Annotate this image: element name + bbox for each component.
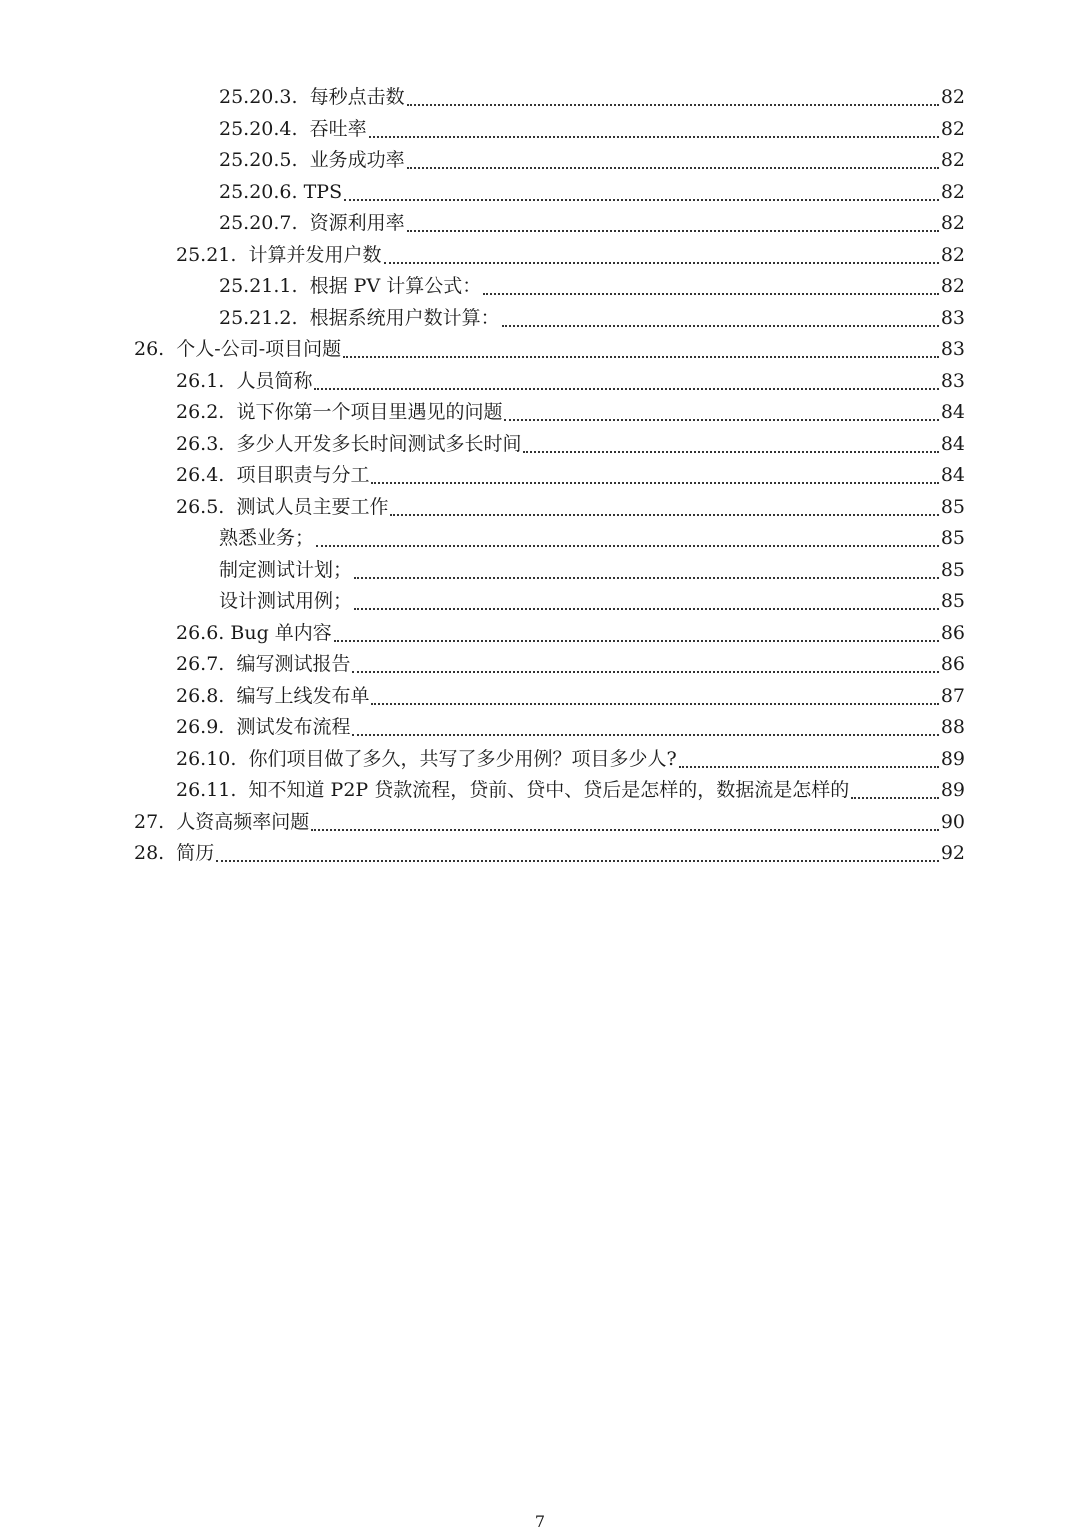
toc-entry-page: 84 bbox=[940, 432, 965, 455]
toc-dot-leader bbox=[216, 859, 939, 862]
toc-entry-title: 每秒点击数 bbox=[309, 86, 405, 108]
toc-entry[interactable] bbox=[0, 712, 1080, 744]
toc-entry-page: 83 bbox=[940, 369, 965, 392]
toc-dot-leader bbox=[344, 198, 939, 201]
toc-dot-leader bbox=[371, 481, 938, 484]
toc-entry-page: 83 bbox=[940, 306, 965, 329]
toc-entry[interactable] bbox=[0, 240, 1080, 272]
toc-entry-number: 27. bbox=[134, 810, 177, 833]
toc-entry-title: 多少人开发多长时间测试多长时间 bbox=[236, 432, 522, 455]
toc-entry-number: 26.1. bbox=[176, 369, 237, 392]
toc-dot-leader bbox=[407, 166, 939, 169]
toc-entry-title: 编写上线发布单 bbox=[236, 684, 370, 707]
toc-dot-leader bbox=[343, 355, 939, 358]
toc-dot-leader bbox=[407, 103, 939, 106]
toc-entry-title: 制定测试计划； bbox=[219, 558, 353, 581]
toc-dot-leader bbox=[311, 828, 939, 831]
toc-entry[interactable] bbox=[0, 523, 1080, 555]
toc-entry-title: 计算并发用户数 bbox=[248, 243, 382, 266]
toc-entry-page: 82 bbox=[940, 117, 965, 140]
toc-entry-title: 根据 PV 计算公式： bbox=[309, 275, 482, 297]
toc-entry[interactable] bbox=[0, 271, 1080, 303]
toc-entry[interactable] bbox=[0, 618, 1080, 650]
toc-entry[interactable] bbox=[0, 177, 1080, 209]
toc-entry[interactable] bbox=[0, 397, 1080, 429]
toc-entry-page: 82 bbox=[940, 180, 965, 203]
toc-entry-number: 25.20.5. bbox=[219, 149, 310, 171]
toc-entry[interactable] bbox=[0, 460, 1080, 492]
toc-dot-leader bbox=[504, 418, 938, 421]
toc-entry-page: 82 bbox=[940, 149, 965, 171]
toc-entry[interactable] bbox=[0, 429, 1080, 461]
toc-dot-leader bbox=[352, 670, 938, 673]
toc-entry[interactable] bbox=[0, 555, 1080, 587]
toc-entry-number: 26.4. bbox=[176, 464, 237, 486]
toc-entry-page: 84 bbox=[940, 401, 965, 423]
table-of-contents bbox=[0, 82, 1080, 870]
toc-entry-title: 简历 bbox=[176, 842, 215, 864]
toc-entry-title: 吞吐率 bbox=[309, 117, 367, 140]
toc-entry-number: 25.20.7. bbox=[219, 212, 310, 234]
toc-entry-number: 26.2. bbox=[176, 401, 237, 423]
toc-entry[interactable] bbox=[0, 366, 1080, 398]
toc-entry[interactable] bbox=[0, 744, 1080, 776]
toc-entry-number: 26.8. bbox=[176, 684, 237, 707]
toc-entry-title: 编写测试报告 bbox=[236, 653, 351, 675]
toc-entry[interactable] bbox=[0, 334, 1080, 366]
toc-entry-page: 84 bbox=[940, 464, 965, 486]
toc-entry[interactable] bbox=[0, 586, 1080, 618]
toc-entry[interactable] bbox=[0, 775, 1080, 807]
toc-entry-number: 26.7. bbox=[176, 653, 237, 675]
toc-dot-leader bbox=[334, 639, 939, 642]
toc-entry[interactable] bbox=[0, 303, 1080, 335]
toc-entry-title: 设计测试用例； bbox=[219, 590, 353, 612]
toc-entry-title: 项目职责与分工 bbox=[236, 464, 370, 486]
page-number: 7 bbox=[534, 1512, 546, 1531]
toc-dot-leader bbox=[407, 229, 939, 232]
toc-entry-page: 89 bbox=[940, 779, 965, 801]
toc-dot-leader bbox=[384, 261, 939, 264]
toc-dot-leader bbox=[523, 450, 938, 453]
toc-entry-page: 82 bbox=[940, 86, 965, 108]
toc-entry-title: TPS bbox=[303, 180, 343, 203]
toc-entry-title: 熟悉业务； bbox=[219, 527, 315, 549]
toc-entry-title: 业务成功率 bbox=[309, 149, 405, 171]
toc-entry-number: 26.5. bbox=[176, 495, 237, 518]
toc-entry[interactable] bbox=[0, 82, 1080, 114]
toc-entry-number: 25.20.3. bbox=[219, 86, 310, 108]
toc-entry-title: 你们项目做了多久，共写了多少用例？项目多少人? bbox=[248, 747, 677, 770]
toc-entry-title: 测试发布流程 bbox=[236, 716, 351, 738]
toc-entry-page: 82 bbox=[940, 275, 965, 297]
toc-dot-leader bbox=[354, 607, 939, 610]
toc-entry-number: 25.21.2. bbox=[219, 306, 310, 329]
toc-dot-leader bbox=[314, 387, 938, 390]
toc-entry-number: 26.6. bbox=[176, 621, 231, 644]
toc-entry-page: 82 bbox=[940, 212, 965, 234]
toc-entry-number: 28. bbox=[134, 842, 177, 864]
toc-entry[interactable] bbox=[0, 649, 1080, 681]
toc-entry[interactable] bbox=[0, 114, 1080, 146]
toc-entry[interactable] bbox=[0, 492, 1080, 524]
toc-entry-title: 人员简称 bbox=[236, 369, 313, 392]
toc-entry-title: 根据系统用户数计算： bbox=[309, 306, 500, 329]
toc-entry[interactable] bbox=[0, 681, 1080, 713]
toc-dot-leader bbox=[502, 324, 939, 327]
toc-entry-title: 知不知道 P2P 贷款流程，贷前、贷中、贷后是怎样的，数据流是怎样的 bbox=[248, 779, 850, 801]
toc-dot-leader bbox=[369, 135, 939, 138]
toc-entry-number: 25.20.6. bbox=[219, 180, 304, 203]
toc-entry-page: 86 bbox=[940, 621, 965, 644]
toc-entry-title: 资源利用率 bbox=[309, 212, 405, 234]
toc-entry-page: 86 bbox=[940, 653, 965, 675]
toc-entry-title: 个人-公司-项目问题 bbox=[176, 338, 342, 360]
toc-entry[interactable] bbox=[0, 208, 1080, 240]
toc-entry-page: 85 bbox=[940, 558, 965, 581]
toc-entry-page: 87 bbox=[940, 684, 965, 707]
toc-entry[interactable] bbox=[0, 145, 1080, 177]
toc-dot-leader bbox=[483, 292, 939, 295]
toc-entry-title: 人资高频率问题 bbox=[176, 810, 310, 833]
toc-entry-title: 测试人员主要工作 bbox=[236, 495, 389, 518]
toc-dot-leader bbox=[390, 513, 938, 516]
toc-entry-title: 说下你第一个项目里遇见的问题 bbox=[236, 401, 503, 423]
toc-entry-page: 85 bbox=[940, 495, 965, 518]
toc-entry-number: 26.10. bbox=[176, 747, 249, 770]
toc-entry-page: 88 bbox=[940, 716, 965, 738]
toc-dot-leader bbox=[679, 765, 939, 768]
toc-entry-page: 92 bbox=[940, 842, 965, 864]
toc-dot-leader bbox=[354, 576, 939, 579]
toc-entry-page: 83 bbox=[940, 338, 965, 360]
toc-entry-number: 26.11. bbox=[176, 779, 249, 801]
toc-entry-page: 90 bbox=[940, 810, 965, 833]
toc-entry[interactable] bbox=[0, 807, 1080, 839]
toc-dot-leader bbox=[352, 733, 938, 736]
toc-entry-number: 25.20.4. bbox=[219, 117, 310, 140]
toc-entry-page: 85 bbox=[940, 527, 965, 549]
toc-entry-number: 26. bbox=[134, 338, 177, 360]
toc-entry-page: 89 bbox=[940, 747, 965, 770]
toc-entry-page: 85 bbox=[940, 590, 965, 612]
toc-dot-leader bbox=[316, 544, 939, 547]
toc-entry[interactable] bbox=[0, 838, 1080, 870]
toc-entry-number: 26.3. bbox=[176, 432, 237, 455]
toc-entry-title: Bug 单内容 bbox=[230, 621, 332, 644]
toc-entry-page: 82 bbox=[940, 243, 965, 266]
toc-entry-number: 25.21.1. bbox=[219, 275, 310, 297]
toc-entry-number: 25.21. bbox=[176, 243, 249, 266]
toc-dot-leader bbox=[851, 796, 939, 799]
toc-entry-number: 26.9. bbox=[176, 716, 237, 738]
toc-dot-leader bbox=[371, 702, 938, 705]
